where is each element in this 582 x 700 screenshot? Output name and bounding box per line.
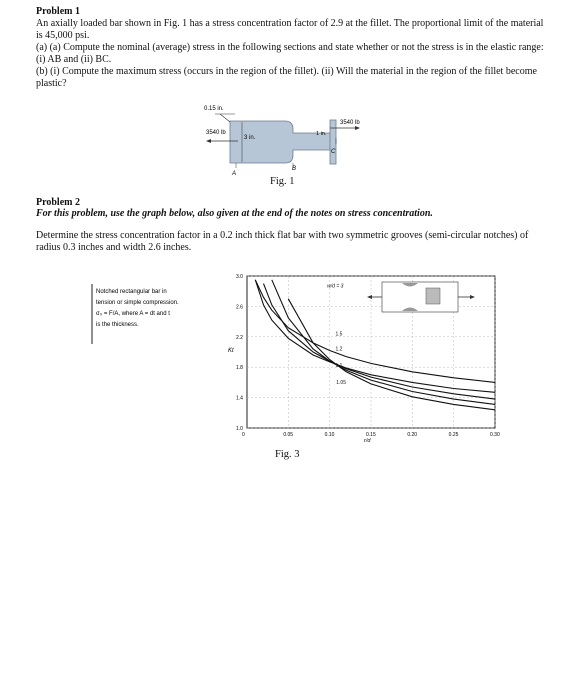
x-tick-label: 0.05 xyxy=(283,432,294,438)
fig3-caption: Fig. 3 xyxy=(275,449,300,460)
x-tick-label: 0.10 xyxy=(324,432,335,438)
x-tick-label: 0.30 xyxy=(490,432,500,438)
y-tick-label: 3.0 xyxy=(236,274,243,280)
problem2-body: Determine the stress concentration factor in a 0.2 inch thick flat bar with two symmetric grooves (semi-circular notches) of radius 0.3 inches and width 2.6 inches. xyxy=(36,230,529,253)
y-tick-label: 2.6 xyxy=(236,304,243,311)
point-c: C xyxy=(331,149,336,155)
note-line-2: tension or simple compression. xyxy=(96,300,179,306)
problem1-part-b: (b) (i) Compute the maximum stress (occurs in the region of the fillet). (ii) Will the material in the region of the fillet become plastic? xyxy=(36,66,537,89)
curve-label: 1.2 xyxy=(335,346,343,353)
y-tick-label: 1.0 xyxy=(236,426,243,432)
end-plate xyxy=(330,120,336,164)
note-line-4: is the thickness. xyxy=(96,322,139,328)
point-b: B xyxy=(292,166,297,172)
problem1-heading: Problem 1 xyxy=(36,6,80,17)
x-tick-label: 0 xyxy=(242,432,245,438)
stepped-bar xyxy=(230,121,332,163)
curve-1-2 xyxy=(264,284,496,400)
load-right-label: 3540 lb xyxy=(340,120,360,126)
width-left-label: 3 in. xyxy=(244,135,256,141)
problem2-subheading: For this problem, use the graph below, also given at the end of the notes on stress concentration. xyxy=(36,208,433,219)
problem1-part-a: (a) (a) Compute the nominal (average) stress in the following sections and state whether or not the stress is in the elastic range: (i) AB and (ii) BC. xyxy=(36,42,544,65)
problem1-intro: An axially loaded bar shown in Fig. 1 has a stress concentration factor of 2.9 at the fillet. The proportional limit of the material is 45,000 psi. xyxy=(36,18,544,41)
x-tick-label: 0.20 xyxy=(407,432,418,438)
x-axis-label: r/d xyxy=(364,438,371,444)
y-tick-label: 1.4 xyxy=(236,395,243,402)
fig1-caption: Fig. 1 xyxy=(270,176,295,187)
point-a: A xyxy=(232,171,237,177)
x-tick-label: 0.15 xyxy=(366,432,376,438)
problem2-heading: Problem 2 xyxy=(36,197,80,208)
width-right-label: 1 in. xyxy=(316,131,327,137)
y-axis-label: Kt xyxy=(228,348,234,354)
curve-label: 1.5 xyxy=(335,331,343,338)
grooved-bar-inset xyxy=(367,282,475,312)
fig1-diagram xyxy=(190,98,390,178)
curve-label: w/d = 3 xyxy=(327,283,344,290)
x-tick-label: 0.25 xyxy=(448,432,459,438)
y-tick-label: 1.8 xyxy=(236,365,243,372)
load-left-label: 3540 lb xyxy=(206,130,226,136)
curve-label: 1.1 xyxy=(335,363,343,370)
curve-1-05 xyxy=(288,299,495,410)
note-line-1: Notched rectangular bar in xyxy=(96,289,167,295)
dim-thickness: 0.15 in. xyxy=(204,106,224,112)
curve-label: 1.05 xyxy=(336,379,347,386)
y-tick-label: 2.2 xyxy=(236,334,243,341)
fig3-chart xyxy=(80,262,500,447)
note-line-3: σ₀ = F/A, where A = dt and t xyxy=(96,311,170,317)
